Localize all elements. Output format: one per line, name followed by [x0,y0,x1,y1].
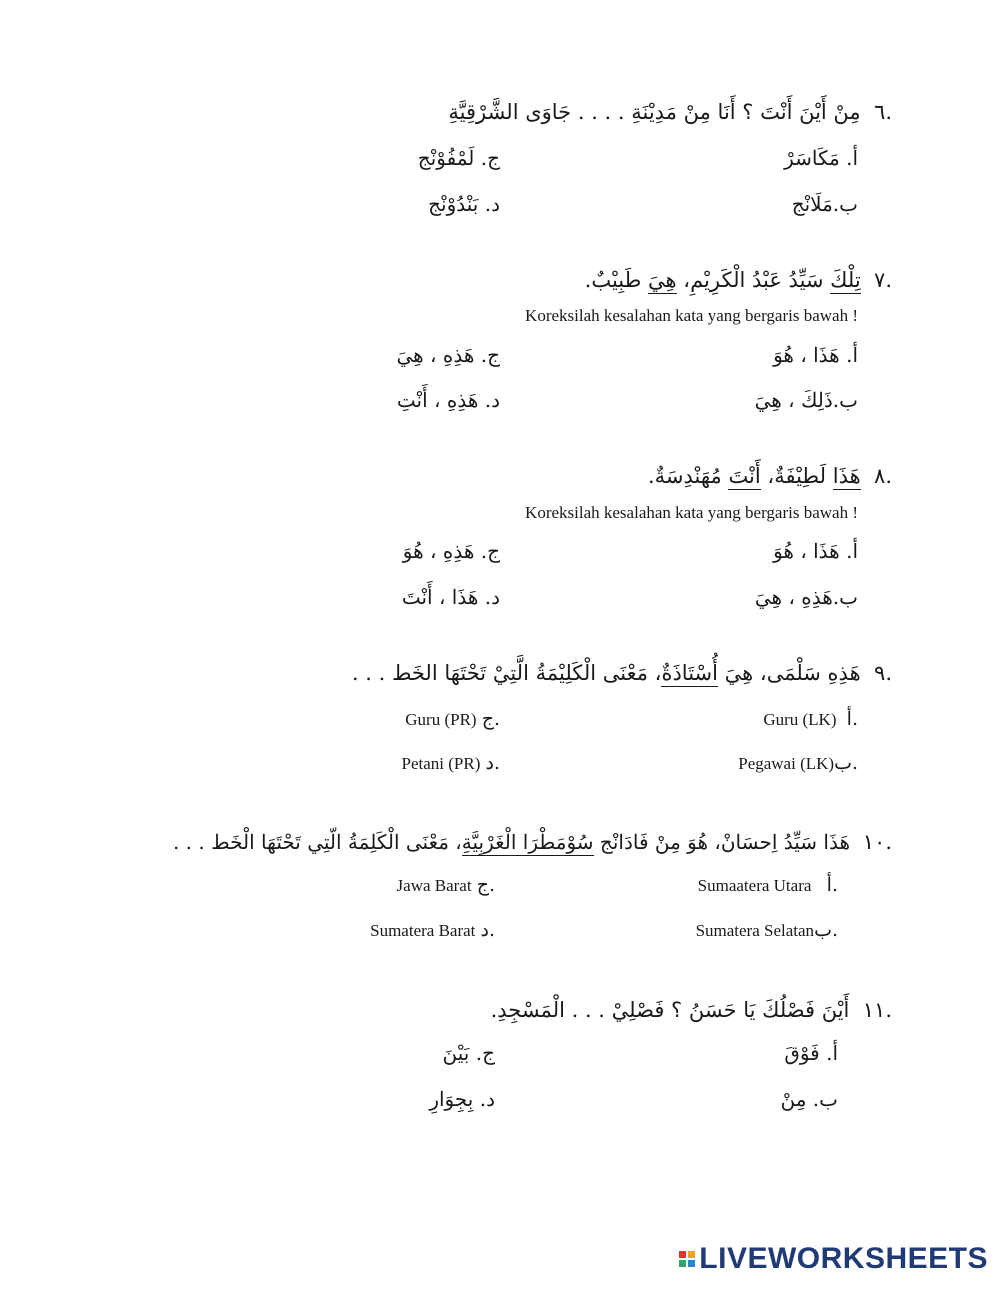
underlined-word: أُسْتَاذَةٌ [661,661,718,685]
option-b[interactable]: ب.مَلَانْج [791,192,858,216]
option-letter: أ. [826,874,838,896]
question-number: .٧ [874,268,892,292]
option-text: Jawa Barat [396,876,472,895]
underlined-word: تِلْكَ [830,268,861,292]
option-d[interactable]: د. بِجِوَارِ [429,1087,495,1111]
question-number: .٩ [874,661,892,685]
underlined-word: أَنْتَ [728,464,761,488]
option-text: Pegawai (LK) [738,754,835,773]
question-text: ، مَعْنَى الْكَلِمَةُ الّتِي تَحْتَهَا الْخَط . . . [172,830,462,854]
option-a[interactable]: أ. مَكَاسَرْ [784,146,858,170]
option-d[interactable]: د. هَذَا ، أَنْتَ [401,585,500,609]
option-d[interactable]: د. هَذِهِ ، أَنْتِ [396,388,500,412]
question-text: أَيْنَ فَصْلُكَ يَا حَسَنُ ؟ فَصْلِيْ . . . الْمَسْجِدِ. [490,998,850,1022]
option-c[interactable] [397,874,495,896]
option-a[interactable]: أ. هَذَا ، هُوَ [773,539,858,563]
option-c[interactable]: ج. هَذِهِ ، هِيَ [396,343,500,367]
instruction-note: Koreksilah kesalahan kata yang bergaris bawah ! [525,503,858,522]
option-c[interactable]: ج. بَيْنَ [442,1041,495,1065]
instruction-note: Koreksilah kesalahan kata yang bergaris bawah ! [525,306,858,325]
option-c[interactable]: ج. هَذِهِ ، هُوَ [402,539,500,563]
question-number: .٦ [874,100,892,124]
option-c[interactable] [405,708,500,730]
option-d[interactable] [370,919,495,941]
option-letter: ج. [476,874,495,896]
option-b[interactable]: ب.ذَلِكَ ، هِيَ [754,388,858,412]
option-d[interactable] [402,752,500,774]
option-letter: ب. [834,752,858,774]
underlined-word: هَذَا [832,464,861,488]
question-number: .١٠ [862,830,892,854]
option-letter: ج. [481,708,500,730]
option-b[interactable]: ب.هَذِهِ ، هِيَ [754,585,858,609]
option-b[interactable] [696,919,838,941]
option-text: Sumatera Barat [370,921,476,940]
question-6 [448,100,892,124]
option-a[interactable] [698,874,838,896]
option-letter: د. [485,752,500,774]
option-letter: ب. [814,919,838,941]
question-text: مِنْ أَيْنَ أَنْتَ ؟ أَنَا مِنْ مَدِيْنَةِ . . . . جَاوَى الشَّرْقِيَّةِ [448,100,861,124]
question-text: سَيِّدُ عَبْدُ الْكَرِيْمِ، [676,268,831,292]
option-b[interactable]: ب. مِنْ [780,1087,838,1111]
question-text: ، مَعْنَى الْكَلِيْمَةُ الَّتِيْ تَحْتَهَا الخَط . . . [351,661,662,685]
logo-text: LIVEWORKSHEETS [699,1242,988,1275]
question-text: مُهَنْدِسَةٌ. [647,464,729,488]
option-text: Guru (PR) [405,710,477,729]
question-10 [173,830,892,854]
underlined-word: هِيَ [648,268,677,292]
question-text: هَذَا سَيِّدُ اِحسَانْ، هُوَ مِنْ فَادَانْج [593,830,851,854]
underlined-word: سُوْمَطْرَا الْغَرْبِيَّةِ [461,830,594,854]
option-text: Guru (LK) [763,710,837,729]
liveworksheets-logo [679,1242,988,1276]
question-7 [585,268,892,292]
question-text: طَبِيْبٌ. [584,268,649,292]
logo-icon [679,1251,695,1267]
question-number: .١١ [862,998,892,1022]
option-a[interactable]: أ. هَذَا ، هُوَ [773,343,858,367]
option-letter: أ. [846,708,858,730]
option-b[interactable] [738,752,858,774]
option-text: Sumaatera Utara [697,876,812,895]
question-number: .٨ [874,464,892,488]
option-a[interactable] [763,708,858,730]
question-11 [491,998,892,1022]
option-d[interactable]: د. بَنْدُوْنْج [428,192,500,216]
question-9 [352,661,892,685]
option-a[interactable]: أ. فَوْقَ [784,1041,838,1065]
option-text: Sumatera Selatan [695,921,815,940]
question-8 [648,464,892,488]
option-letter: د. [480,919,495,941]
option-text: Petani (PR) [401,754,481,773]
question-text: هَذِهِ سَلْمَى، هِيَ [717,661,861,685]
option-c[interactable]: ج. لَمْفُوْنْج [417,146,500,170]
question-text: لَطِيْفَةٌ، [760,464,833,488]
